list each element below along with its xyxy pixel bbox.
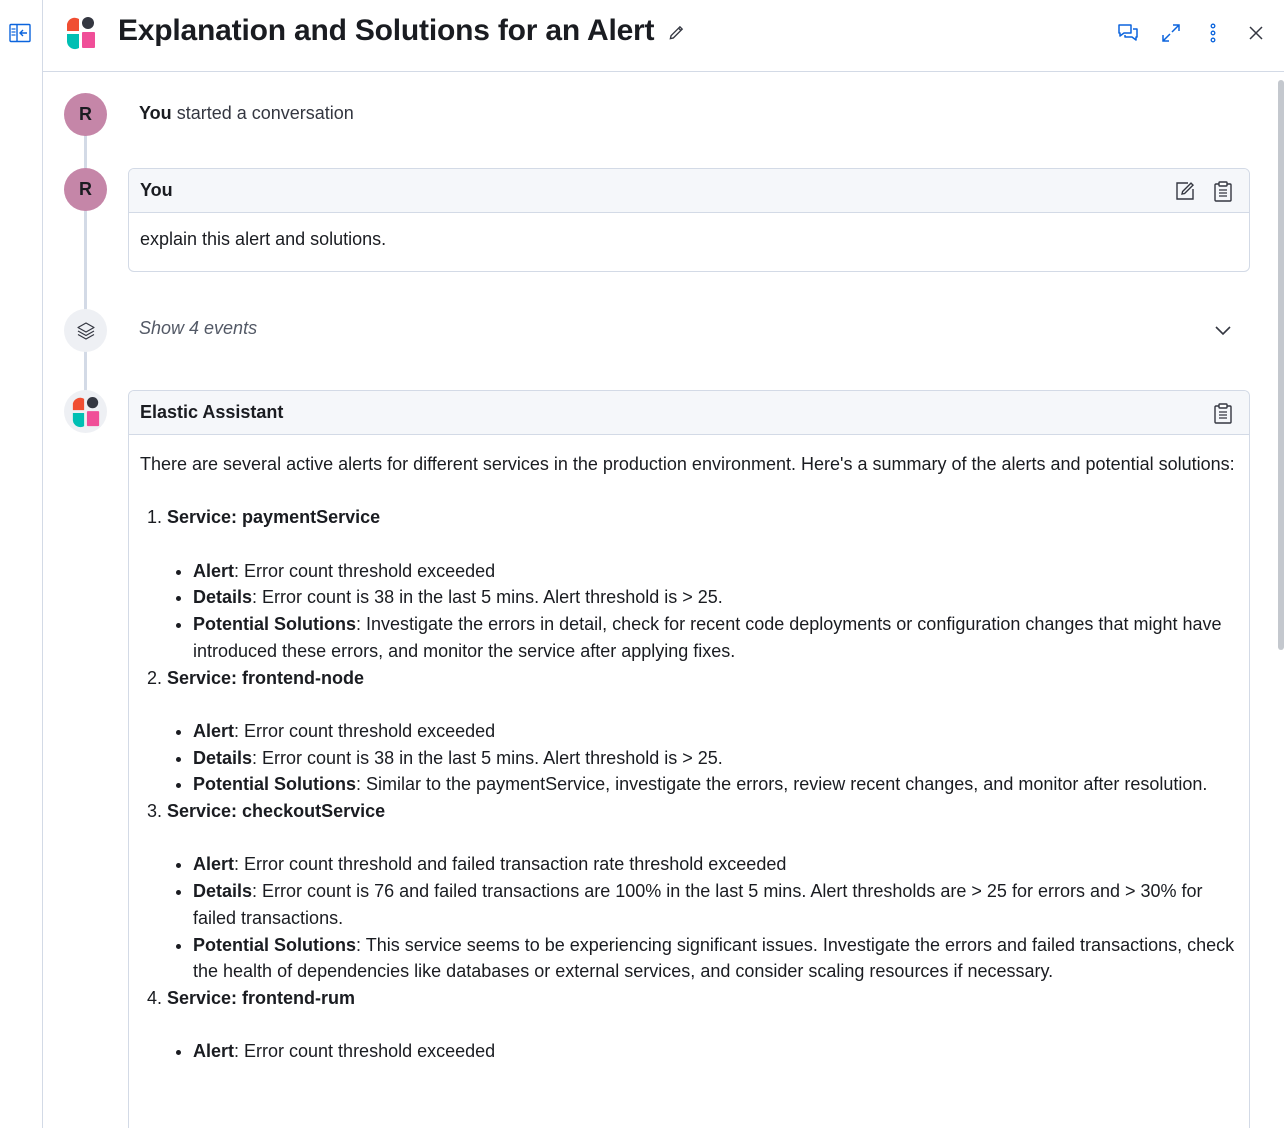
item-key: Alert [193, 720, 235, 741]
assistant-message-panel [128, 390, 1250, 1128]
service-details [167, 1038, 1238, 1065]
list-item [193, 718, 1238, 745]
avatar: R [64, 93, 107, 136]
assistant-avatar [64, 390, 107, 433]
list-item [193, 851, 1238, 878]
service-details [167, 851, 1238, 985]
item-text: : Error count threshold and failed transaction rate threshold exceeded [234, 854, 787, 875]
list-item [193, 611, 1238, 664]
list-item [167, 504, 1238, 664]
item-key: Potential Solutions [193, 934, 357, 955]
item-text: : Error count is 76 and failed transactions are 100% in the last 5 mins. Alert thresholds are > 25 for errors and > 30% for failed transactions. [193, 881, 1203, 928]
edit-message-button[interactable] [1173, 179, 1197, 203]
item-key: Details [193, 587, 253, 608]
item-text: : Error count is 38 in the last 5 mins. Alert threshold is > 25. [252, 747, 723, 768]
close-button[interactable] [1244, 21, 1268, 45]
item-key: Alert [193, 1041, 235, 1062]
item-text: : Investigate the errors in detail, check for recent code deployments or configuration changes that might have introduced these errors, and monitor the service after applying fixes. [193, 614, 1222, 661]
timeline-line [84, 120, 87, 410]
list-item [167, 665, 1238, 799]
item-key: Potential Solutions [193, 614, 357, 635]
service-title: 2. Service: frontend-node [167, 667, 365, 688]
events-marker [64, 309, 107, 352]
answer-intro: There are several active alerts for different services in the production environment. Here's a summary of the alerts and potential solutions: [140, 454, 1235, 474]
expand-icon [1159, 21, 1183, 45]
item-text: : This service seems to be experiencing significant issues. Investigate the errors and failed transactions, check the health of dependencies like databases or external services, and consider scaling resources if necessary. [193, 934, 1235, 982]
list-item [193, 745, 1238, 772]
copy-message-button[interactable] [1211, 179, 1235, 203]
left-rail [0, 0, 43, 1128]
service-details [167, 718, 1238, 798]
more-vertical-icon [1201, 21, 1225, 45]
list-item [193, 771, 1238, 798]
chevron-down-icon [1211, 318, 1235, 342]
assistant-answer [129, 435, 1249, 1065]
started-actor: You [139, 103, 172, 123]
item-text: : Error count threshold exceeded [234, 1041, 496, 1062]
flyout-header [43, 0, 1284, 72]
more-actions-button[interactable] [1201, 21, 1225, 45]
collapse-sidebar-icon [8, 21, 32, 45]
service-title: 4. Service: frontend-rum [167, 988, 356, 1008]
conversations-button[interactable] [1116, 21, 1140, 45]
item-key: Potential Solutions [193, 774, 357, 795]
clipboard-icon [1212, 180, 1234, 202]
user-message-panel [128, 168, 1250, 272]
item-key: Details [193, 881, 253, 902]
clipboard-icon [1212, 402, 1234, 424]
elastic-logo-icon [71, 396, 101, 428]
expand-button[interactable] [1159, 21, 1183, 45]
services-list [140, 504, 1238, 1065]
service-details [167, 558, 1238, 665]
user-message-text: explain this alert and solutions. [140, 229, 387, 249]
list-item [193, 1038, 1238, 1065]
assistant-message-header [129, 391, 1249, 435]
layers-icon [76, 321, 96, 341]
item-text: : Error count threshold exceeded [234, 720, 496, 741]
list-item [193, 584, 1238, 611]
chat-bubbles-icon [1116, 21, 1140, 45]
edit-icon [1174, 180, 1196, 202]
service-title: 3. Service: checkoutService [167, 801, 386, 822]
item-text: : Similar to the paymentService, investigate the errors, review recent changes, and monitor after resolution. [356, 774, 1208, 795]
assistant-message-author: Elastic Assistant [140, 402, 284, 422]
elastic-assistant-logo [65, 16, 97, 50]
list-item [193, 558, 1238, 585]
user-message-author: You [140, 180, 173, 200]
list-item [193, 932, 1238, 985]
item-text: : Error count threshold exceeded [234, 560, 496, 581]
page-title: Explanation and Solutions for an Alert [118, 14, 655, 47]
item-key: Details [193, 747, 253, 768]
events-expand-button[interactable] [1211, 318, 1235, 342]
scrollbar[interactable] [1278, 80, 1284, 650]
list-item [167, 798, 1238, 985]
item-text: : Error count is 38 in the last 5 mins. Alert threshold is > 25. [252, 587, 723, 608]
list-item [193, 878, 1238, 931]
item-key: Alert [193, 560, 235, 581]
conversation-started-text [139, 103, 354, 124]
user-message-header [129, 169, 1249, 213]
list-item [167, 985, 1238, 1065]
item-key: Alert [193, 854, 235, 875]
started-label: started a conversation [176, 103, 354, 123]
show-events-toggle[interactable]: Show 4 events [139, 318, 258, 338]
pencil-icon[interactable] [667, 24, 685, 42]
user-avatar: R [64, 168, 107, 211]
copy-answer-button[interactable] [1211, 401, 1235, 425]
service-title: 1. Service: paymentService [167, 507, 381, 528]
collapse-sidebar-button[interactable] [8, 21, 32, 45]
close-icon [1244, 21, 1268, 45]
